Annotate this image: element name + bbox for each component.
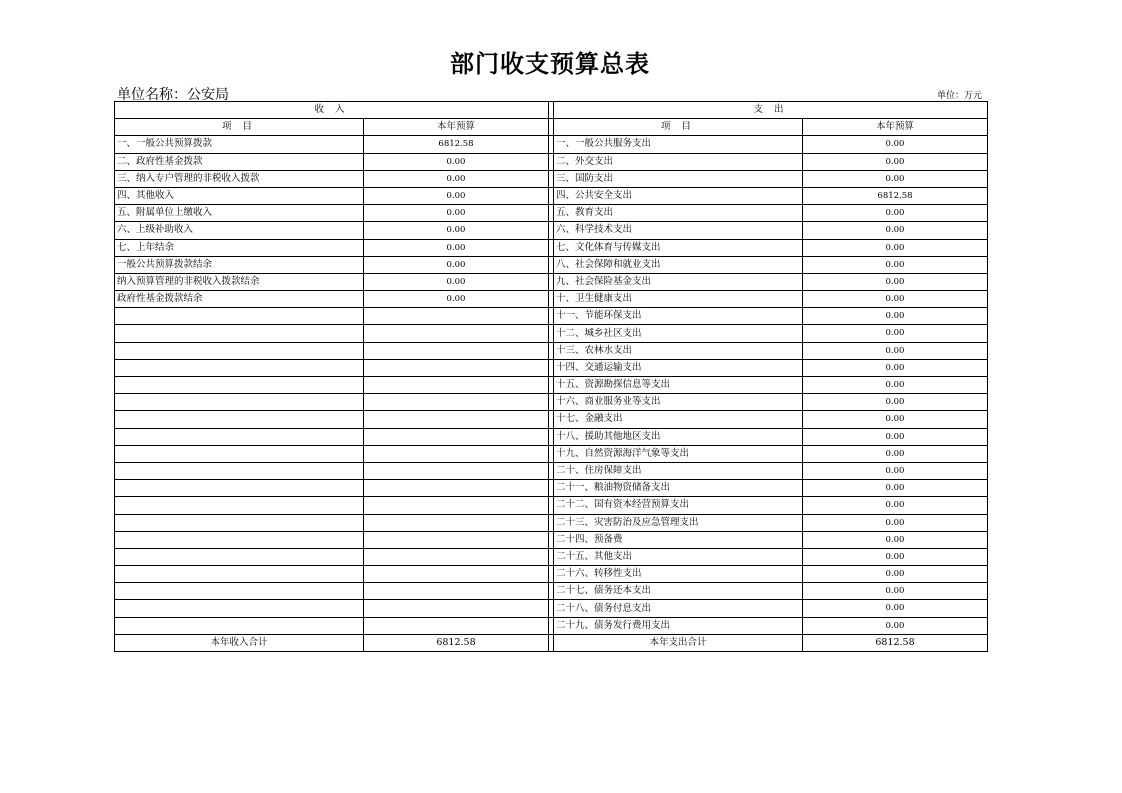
expense-item-label: 二十二、国有资本经营预算支出 xyxy=(554,497,803,514)
income-item-value xyxy=(364,480,549,497)
expense-item-value: 0.00 xyxy=(803,239,988,256)
table-row xyxy=(115,187,988,204)
income-item-label xyxy=(115,566,364,583)
table-row xyxy=(115,617,988,634)
income-item-label: 五、附属单位上缴收入 xyxy=(115,205,364,222)
income-item-label xyxy=(115,583,364,600)
expense-header: 支 出 xyxy=(554,102,988,119)
income-item-label xyxy=(115,617,364,634)
income-item-label xyxy=(115,462,364,479)
table-row xyxy=(115,325,988,342)
income-item-value xyxy=(364,531,549,548)
income-total-label: 本年收入合计 xyxy=(115,634,364,651)
expense-item-value: 0.00 xyxy=(803,153,988,170)
expense-item-value: 0.00 xyxy=(803,480,988,497)
expense-item-label: 八、社会保障和就业支出 xyxy=(554,256,803,273)
table-row xyxy=(115,308,988,325)
expense-item-label: 二、外交支出 xyxy=(554,153,803,170)
expense-item-value: 0.00 xyxy=(803,566,988,583)
expense-col-item: 项 目 xyxy=(554,119,803,136)
income-item-label xyxy=(115,548,364,565)
expense-item-label: 三、国防支出 xyxy=(554,170,803,187)
income-item-value xyxy=(364,359,549,376)
expense-item-label: 十二、城乡社区支出 xyxy=(554,325,803,342)
column-header-row xyxy=(115,119,988,136)
expense-item-value: 0.00 xyxy=(803,325,988,342)
income-item-label xyxy=(115,342,364,359)
expense-item-value: 0.00 xyxy=(803,394,988,411)
table-row xyxy=(115,394,988,411)
budget-table xyxy=(114,101,988,652)
expense-item-label: 二十七、债务还本支出 xyxy=(554,583,803,600)
income-item-value: 0.00 xyxy=(364,153,549,170)
income-header: 收 入 xyxy=(115,102,549,119)
expense-item-value: 0.00 xyxy=(803,583,988,600)
table-row xyxy=(115,136,988,153)
table-row xyxy=(115,411,988,428)
expense-item-value: 0.00 xyxy=(803,291,988,308)
income-item-label xyxy=(115,325,364,342)
expense-item-label: 九、社会保险基金支出 xyxy=(554,273,803,290)
income-item-label: 一、一般公共预算拨款 xyxy=(115,136,364,153)
expense-item-label: 十一、节能环保支出 xyxy=(554,308,803,325)
income-item-value: 0.00 xyxy=(364,273,549,290)
table-row xyxy=(115,445,988,462)
expense-item-value: 0.00 xyxy=(803,359,988,376)
expense-item-label: 二十八、债务付息支出 xyxy=(554,600,803,617)
expense-item-value: 0.00 xyxy=(803,205,988,222)
total-row xyxy=(115,634,988,651)
income-item-label xyxy=(115,600,364,617)
income-item-label: 二、政府性基金拨款 xyxy=(115,153,364,170)
expense-item-value: 0.00 xyxy=(803,170,988,187)
income-item-value: 0.00 xyxy=(364,222,549,239)
expense-item-label: 四、公共安全支出 xyxy=(554,187,803,204)
unit-name: 单位名称：公安局 xyxy=(117,87,229,103)
income-total-value: 6812.58 xyxy=(364,634,549,651)
income-item-value: 0.00 xyxy=(364,291,549,308)
expense-item-value: 0.00 xyxy=(803,600,988,617)
table-row xyxy=(115,531,988,548)
income-item-value xyxy=(364,497,549,514)
expense-item-label: 十七、金融支出 xyxy=(554,411,803,428)
income-item-value xyxy=(364,411,549,428)
table-row xyxy=(115,600,988,617)
expense-item-value: 0.00 xyxy=(803,548,988,565)
income-item-label: 七、上年结余 xyxy=(115,239,364,256)
expense-item-label: 五、教育支出 xyxy=(554,205,803,222)
income-item-label xyxy=(115,394,364,411)
expense-item-value: 0.00 xyxy=(803,617,988,634)
income-item-label: 四、其他收入 xyxy=(115,187,364,204)
table-row xyxy=(115,583,988,600)
table-row xyxy=(115,514,988,531)
income-item-value xyxy=(364,566,549,583)
expense-item-value: 0.00 xyxy=(803,136,988,153)
table-row xyxy=(115,548,988,565)
income-item-value xyxy=(364,548,549,565)
expense-item-label: 七、文化体育与传媒支出 xyxy=(554,239,803,256)
income-item-value xyxy=(364,428,549,445)
expense-item-label: 十四、交通运输支出 xyxy=(554,359,803,376)
income-item-value xyxy=(364,462,549,479)
income-item-value: 6812.58 xyxy=(364,136,549,153)
expense-item-label: 二十五、其他支出 xyxy=(554,548,803,565)
income-item-value: 0.00 xyxy=(364,256,549,273)
expense-total-value: 6812.58 xyxy=(803,634,988,651)
table-row xyxy=(115,342,988,359)
income-item-value xyxy=(364,308,549,325)
income-item-label xyxy=(115,308,364,325)
table-row xyxy=(115,428,988,445)
income-col-budget: 本年预算 xyxy=(364,119,549,136)
income-item-label: 纳入预算管理的非税收入拨款结余 xyxy=(115,273,364,290)
expense-item-label: 二十、住房保障支出 xyxy=(554,462,803,479)
income-item-label xyxy=(115,531,364,548)
expense-item-label: 十九、自然资源海洋气象等支出 xyxy=(554,445,803,462)
expense-item-value: 0.00 xyxy=(803,256,988,273)
expense-item-label: 十八、援助其他地区支出 xyxy=(554,428,803,445)
expense-item-value: 0.00 xyxy=(803,497,988,514)
income-item-value: 0.00 xyxy=(364,170,549,187)
expense-item-label: 二十四、预备费 xyxy=(554,531,803,548)
table-row xyxy=(115,170,988,187)
income-item-label xyxy=(115,514,364,531)
income-item-label xyxy=(115,428,364,445)
expense-item-value: 0.00 xyxy=(803,273,988,290)
income-item-label: 一般公共预算拨款结余 xyxy=(115,256,364,273)
expense-item-label: 二十三、灾害防治及应急管理支出 xyxy=(554,514,803,531)
income-col-item: 项 目 xyxy=(115,119,364,136)
income-item-label xyxy=(115,497,364,514)
table-row xyxy=(115,273,988,290)
income-item-label: 政府性基金拨款结余 xyxy=(115,291,364,308)
expense-item-label: 二十六、转移性支出 xyxy=(554,566,803,583)
table-row xyxy=(115,239,988,256)
expense-item-label: 六、科学技术支出 xyxy=(554,222,803,239)
income-item-label xyxy=(115,445,364,462)
expense-item-value: 0.00 xyxy=(803,462,988,479)
income-item-value xyxy=(364,600,549,617)
income-item-value xyxy=(364,514,549,531)
income-item-value xyxy=(364,325,549,342)
expense-total-label: 本年支出合计 xyxy=(554,634,803,651)
expense-col-budget: 本年预算 xyxy=(803,119,988,136)
expense-item-label: 二十九、债务发行费用支出 xyxy=(554,617,803,634)
table-row xyxy=(115,222,988,239)
table-row xyxy=(115,359,988,376)
expense-item-label: 一、一般公共服务支出 xyxy=(554,136,803,153)
expense-item-value: 0.00 xyxy=(803,411,988,428)
table-row xyxy=(115,497,988,514)
table-row xyxy=(115,566,988,583)
expense-item-value: 0.00 xyxy=(803,531,988,548)
income-item-value xyxy=(364,445,549,462)
income-item-label xyxy=(115,359,364,376)
income-item-label xyxy=(115,377,364,394)
expense-item-label: 二十一、粮油物资储备支出 xyxy=(554,480,803,497)
table-row xyxy=(115,153,988,170)
expense-item-label: 十五、资源勘探信息等支出 xyxy=(554,377,803,394)
expense-item-value: 0.00 xyxy=(803,428,988,445)
income-item-value: 0.00 xyxy=(364,239,549,256)
income-item-value xyxy=(364,342,549,359)
income-item-label: 三、纳入专户管理的非税收入拨款 xyxy=(115,170,364,187)
income-item-value xyxy=(364,583,549,600)
expense-item-label: 十三、农林水支出 xyxy=(554,342,803,359)
income-item-value xyxy=(364,394,549,411)
table-row xyxy=(115,256,988,273)
table-row xyxy=(115,480,988,497)
income-item-value xyxy=(364,617,549,634)
table-row xyxy=(115,205,988,222)
income-item-value xyxy=(364,377,549,394)
income-item-label: 六、上级补助收入 xyxy=(115,222,364,239)
table-row xyxy=(115,291,988,308)
expense-item-value: 0.00 xyxy=(803,308,988,325)
expense-item-value: 0.00 xyxy=(803,514,988,531)
expense-item-label: 十、卫生健康支出 xyxy=(554,291,803,308)
section-header-row xyxy=(115,102,988,119)
expense-item-value: 0.00 xyxy=(803,222,988,239)
expense-item-value: 0.00 xyxy=(803,445,988,462)
expense-item-value: 0.00 xyxy=(803,377,988,394)
expense-item-value: 6812.58 xyxy=(803,187,988,204)
income-item-value: 0.00 xyxy=(364,187,549,204)
income-item-value: 0.00 xyxy=(364,205,549,222)
unit-label: 单位：万元 xyxy=(936,91,982,101)
expense-item-value: 0.00 xyxy=(803,342,988,359)
expense-item-label: 十六、商业服务业等支出 xyxy=(554,394,803,411)
table-row xyxy=(115,462,988,479)
income-item-label xyxy=(115,411,364,428)
page-title: 部门收支预算总表 xyxy=(450,49,650,78)
income-item-label xyxy=(115,480,364,497)
table-row xyxy=(115,377,988,394)
